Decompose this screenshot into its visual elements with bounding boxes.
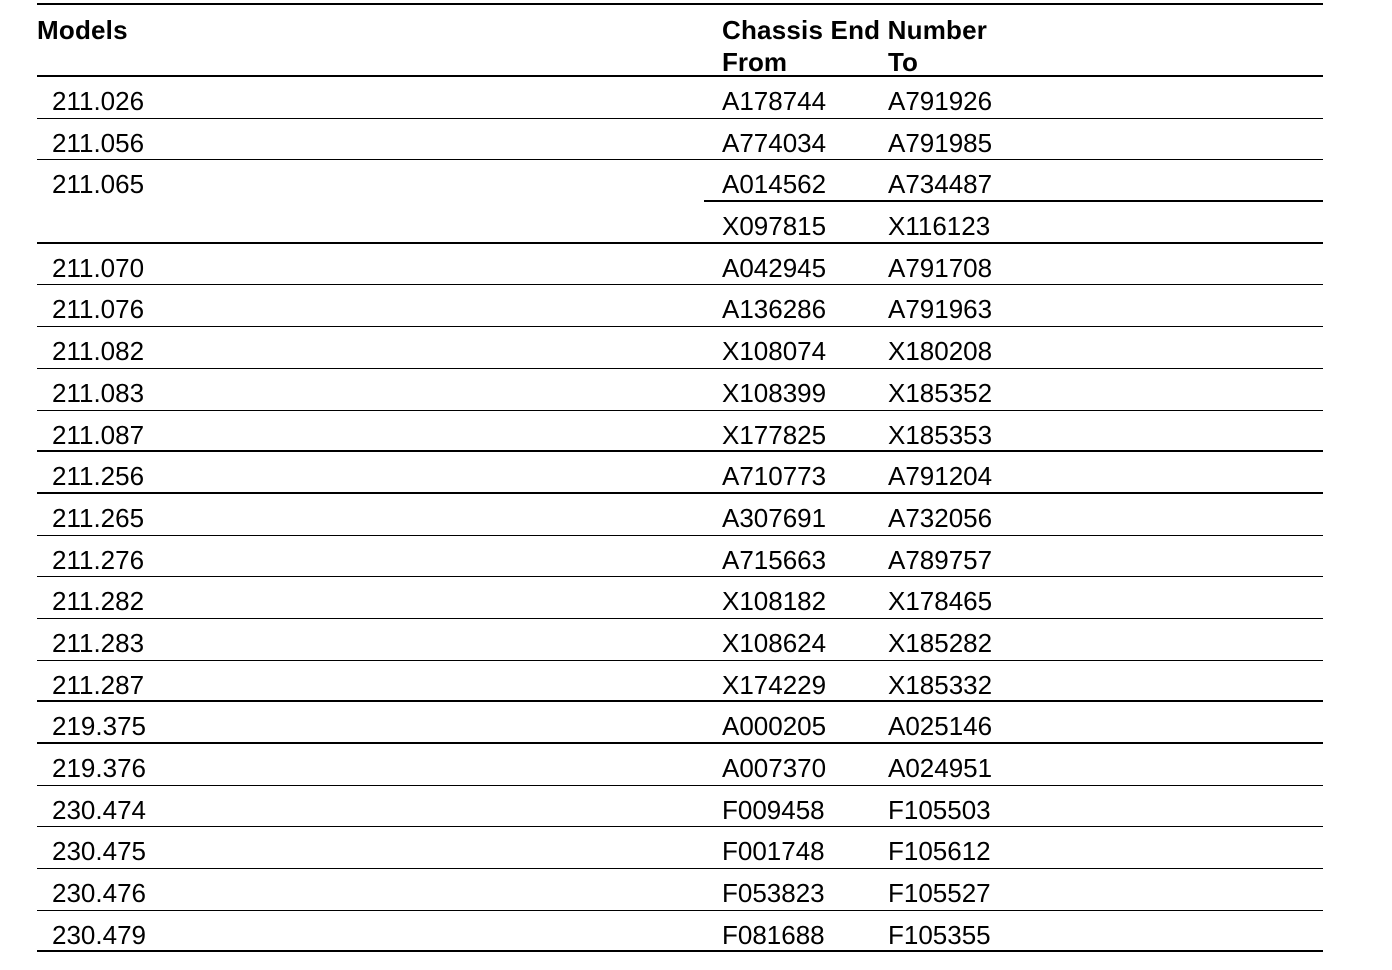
- to-cell: A732056: [888, 502, 993, 533]
- from-cell: X108399: [722, 377, 827, 408]
- model-cell: 211.087: [52, 419, 145, 450]
- table-row: [37, 661, 1323, 703]
- table-row: [37, 577, 1323, 619]
- chassis-table: [37, 3, 1323, 952]
- model-cell: 211.082: [52, 336, 145, 367]
- model-cell: 211.256: [52, 461, 145, 492]
- model-cell: 230.474: [52, 794, 146, 825]
- from-cell: F009458: [722, 794, 825, 825]
- table-row: [37, 77, 1323, 119]
- model-cell: 230.475: [52, 836, 146, 867]
- from-cell: A774034: [722, 127, 827, 158]
- from-cell: X097815: [722, 211, 827, 242]
- table-row: [37, 827, 1323, 869]
- header-chassis-end-number: Chassis End Number: [722, 15, 988, 45]
- to-cell: A789757: [888, 544, 993, 575]
- from-cell: A307691: [722, 502, 827, 533]
- from-cell: A007370: [722, 753, 827, 783]
- from-cell: A042945: [722, 252, 827, 283]
- table-row: [37, 494, 1323, 536]
- from-cell: A136286: [722, 294, 827, 325]
- to-cell: X185353: [888, 419, 993, 450]
- table-row: [37, 702, 1323, 744]
- from-cell: A715663: [722, 544, 827, 575]
- model-cell: 219.375: [52, 711, 146, 742]
- to-cell: F105503: [888, 794, 991, 825]
- table-row: [37, 869, 1323, 911]
- to-cell: X185332: [888, 669, 993, 700]
- model-cell: 211.265: [52, 502, 145, 533]
- row-divider: [37, 950, 1323, 952]
- to-cell: X180208: [888, 336, 993, 367]
- model-cell: 211.056: [52, 127, 145, 158]
- to-cell: A791708: [888, 252, 993, 283]
- table-row: [37, 911, 1323, 953]
- table-row: [37, 536, 1323, 578]
- from-cell: A000205: [722, 711, 827, 742]
- header-models: Models: [37, 15, 128, 45]
- from-cell: X108624: [722, 627, 827, 658]
- to-cell: X178465: [888, 586, 993, 617]
- table-row: [37, 285, 1323, 327]
- model-cell: 211.065: [52, 169, 145, 200]
- table-row: [37, 244, 1323, 286]
- table-row: [37, 786, 1323, 828]
- from-cell: F001748: [722, 836, 825, 867]
- model-cell: 211.287: [52, 669, 145, 700]
- model-cell: 211.070: [52, 252, 145, 283]
- to-cell: X185352: [888, 377, 993, 408]
- model-cell: 211.283: [52, 627, 145, 658]
- from-cell: A014562: [722, 169, 827, 200]
- model-cell: 211.282: [52, 586, 145, 617]
- model-cell: 211.276: [52, 544, 145, 575]
- to-cell: X116123: [888, 211, 991, 242]
- from-cell: A178744: [722, 86, 827, 116]
- model-cell: 211.076: [52, 294, 145, 325]
- to-cell: A025146: [888, 711, 993, 742]
- model-cell: 219.376: [52, 753, 146, 783]
- table-body: [37, 77, 1323, 952]
- to-cell: F105527: [888, 878, 991, 909]
- header-to: To: [888, 47, 918, 77]
- to-cell: X185282: [888, 627, 993, 658]
- from-cell: F081688: [722, 919, 825, 950]
- from-cell: X177825: [722, 419, 827, 450]
- from-cell: F053823: [722, 878, 825, 909]
- model-cell: 211.083: [52, 377, 145, 408]
- to-cell: F105355: [888, 919, 991, 950]
- header-from: From: [722, 47, 787, 77]
- to-cell: A024951: [888, 753, 993, 783]
- table-row: [37, 744, 1323, 786]
- table-row: [37, 369, 1323, 411]
- model-cell: 211.026: [52, 86, 145, 116]
- from-cell: X174229: [722, 669, 827, 700]
- to-cell: A791926: [888, 86, 993, 116]
- table-row: [37, 619, 1323, 661]
- table-header: [37, 5, 1323, 77]
- table-row: [37, 327, 1323, 369]
- from-cell: X108074: [722, 336, 827, 367]
- to-cell: A791204: [888, 461, 993, 492]
- from-cell: X108182: [722, 586, 827, 617]
- table-row: [37, 202, 1323, 244]
- model-cell: 230.476: [52, 878, 146, 909]
- table-row: [37, 160, 1323, 202]
- from-cell: A710773: [722, 461, 827, 492]
- to-cell: A734487: [888, 169, 993, 200]
- to-cell: A791985: [888, 127, 993, 158]
- table-row: [37, 411, 1323, 453]
- to-cell: A791963: [888, 294, 993, 325]
- table-row: [37, 452, 1323, 494]
- table-row: [37, 119, 1323, 161]
- model-cell: 230.479: [52, 919, 146, 950]
- to-cell: F105612: [888, 836, 991, 867]
